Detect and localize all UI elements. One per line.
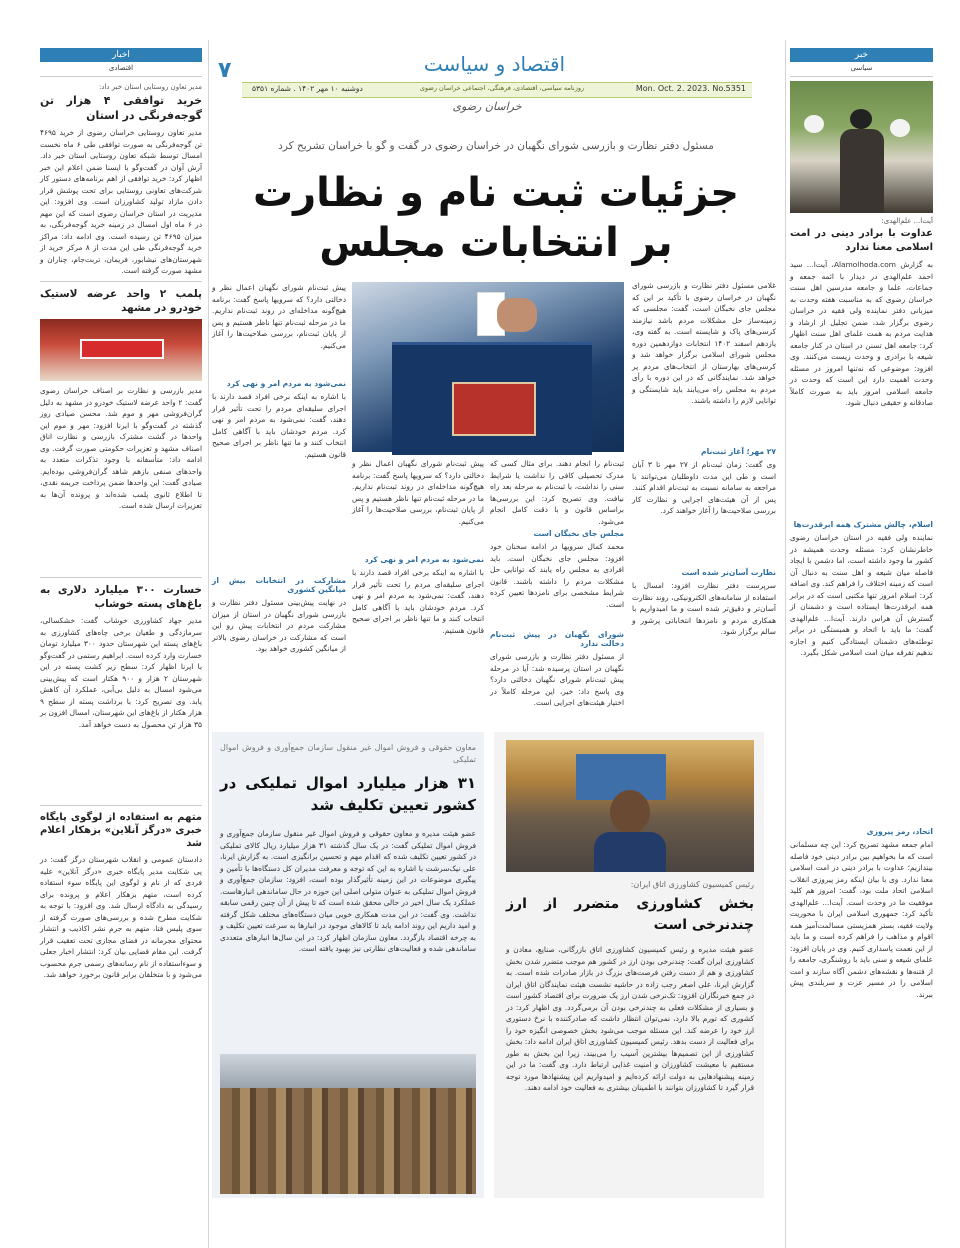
story-body: محمد کمال سرویها در ادامه سخنان خود افزود: مجلس جای نخبگان است. باید افرادی به مجلس راه یابند که توانایی حل مشکلات مردم را داشته باشند. قانون شرایط مشخصی برای نامزدها تعیین کرده است.	[487, 542, 624, 609]
news-item-tires	[37, 281, 202, 571]
news-title: عداوت با برادر دینی در امت اسلامی معنا ندارد	[790, 228, 933, 253]
story-body: در نهایت پیش‌بینی مسئول دفتر نظارت و بازرسی شورای نگهبان در استان از میزان مشارکت مردم در انتخابات پیش رو این است که مشارکت در خراسان رضوی بالاتر از میانگین کشوری خواهد بود.	[209, 598, 346, 653]
news-body: به گزارش Alamolhoda.com، آیت‌ا... سید احمد علم‌الهدی در دیدار با ائمه جمعه و جماعات، علما و جامعه مدرسین اهل سنت خراسان رضوی که به مناسبت هفته وحدت به میزبانی دفتر نماینده ولی فقیه در خراسان رضوی برگزار شد، ضمن تجلیل از ارشاد و هدایت مردم به همت علمای اهل سنت اظهار کرد: جامعه اهل تسنن در استان در کنار جامعه شیعه با برادری و وحدت زیست می‌کنند. وی افزود: موضوعی که نه‌تنها امروز در مسئله وحدت اهمیت دارد این است که وحدت در جامعه اسلامی امروز باید به صورت کاملاً صادقانه و حقیقی دنبال شود.	[787, 260, 933, 407]
main-col-b	[487, 458, 624, 720]
article-title: ۳۱ هزار میلیارد اموال تملیکی در کشور تعیین تکلیف شد	[220, 774, 476, 814]
figure-turban-icon	[804, 115, 824, 133]
news-body: مدیر بازرسی و نظارت بر اصناف خراسان رضوی گفت: ۲ واحد عرضه لاستیک خودرو در مشهد به دلیل گران‌فروشی مهر و موم شد. محسن صیادی روز گذشته در گفت‌وگو با ایرنا افزود: مهر و موم این واحدها در گشت مشترک بازرسی و نظارت اتاق اصناف مشهد و تعزیرات حکومتی صورت گرفت. وی ادامه داد: متأسفانه با وجود تذکرات متعدد به واحدهای صنفی بازهم شاهد گران‌فروشی بوده‌ایم. صیادی گفت: این واحدها ضمن پرداخت جریمه نقدی، تا اطلاع ثانوی پلمب شده‌اند و پرونده آن‌ها به تعزیرات ارسال شده است.	[37, 386, 202, 510]
news-title: خسارت ۳۰۰ میلیارد دلاری به باغ‌های پسته خوشاب	[40, 584, 203, 610]
main-col-d	[209, 282, 347, 720]
main-col-c	[349, 458, 484, 720]
article-body: عضو هیئت مدیره و معاون حقوقی و فروش اموال غیر منقول سازمان جمع‌آوری و فروش اموال تملیکی گفت: در یک سال گذشته ۳۱ هزار میلیارد ریال کالای تملیکی در کشور تعیین تکلیف شده که اقدام مهم و تحسین برانگیزی است. به گزارش ایرنا، علی نیک‌سرشت با اشاره به این که توجه و معرفت مدیران کل دستگاه‌ها با تأمین و پیگیری موضوعات در این زمینه تأثیرگذار بوده است، افزود: سازمان جمع‌آوری و فروش اموال تملیکی به عنوان متولی اصلی این حوزه در حال ساماندهی انبارهاست. عملکرد یک سال اخیر در حالی محقق شده است که تا پیش از آن چنین رقمی سابقه نداشت. وی گفت: در این مدت همکاری خوبی میان دستگاه‌های مختلف شکل گرفته و امید داریم این روند ادامه یابد تا کالاهای موجود در انبارها به سرعت تعیین تکلیف و به چرخه اقتصاد بازگردد. معاون سازمان اظهار کرد: در این سال‌ها انبارهای متعددی ساماندهی شده و فعالیت‌های نظارتی نیز بهبود یافته است.	[217, 829, 477, 953]
speaker-suit-icon	[594, 832, 666, 872]
official-portrait-photo	[506, 740, 754, 872]
news-item-pistachio	[37, 577, 203, 799]
agriculture-article	[494, 732, 764, 1198]
story-body: ثبت‌نام را انجام دهند. برای مثال کسی که مدرک تحصیلی کافی را نداشت یا شرایط سنی را نداشت، با ثبت‌نام به مرحله بعد راه نیافت. وی تصریح کرد: این بررسی‌ها براساس قانون و با دقت کامل انجام می‌شود.	[487, 459, 624, 526]
page-number: ۷	[218, 58, 232, 83]
news-item-dargaz	[37, 805, 202, 1184]
story-body: از مسئول دفتر نظارت و بازرسی شورای نگهبان در استان پرسیده شد: آیا در مرحله پیش ثبت‌نام شورای نگهبان دخالتی دارد؟ وی پاسخ داد: خیر، این مرحله کاملاً در اختیار هیئت‌های اجرایی است.	[487, 652, 624, 707]
voter-hand-icon	[497, 298, 537, 332]
story-subheading: نظارت آسان‌تر شده است	[681, 568, 776, 577]
news-body: نماینده ولی فقیه در استان خراسان رضوی خاطرنشان کرد: مسئله وحدت همیشه در کشور ما وجود داشته است، اما دشمن با ایجاد فاصله میان شیعه و اهل سنت به دنبال آن است که زمینه اختلاف را فراهم کند. وی اضافه کرد: اسلام امروز تنها مکتبی است که در برابر همه ابرقدرت‌ها ایستاده است و دشمنان از گسترش آن هراس دارند. آیت‌ا... علم‌الهدی گفت: ما باید با اتحاد و همبستگی در برابر توطئه‌های دشمنان ایستادگی کنیم و اجازه ندهیم تفرقه میان امت اسلامی شکل بگیرد.	[787, 533, 933, 657]
news-lead: آیت‌ا... علم‌الهدی:	[881, 217, 933, 225]
speaker-head-icon	[610, 790, 650, 834]
date-persian: دوشنبه ۱۰ مهر ۱۴۰۲ . شماره ۵۳۵۱	[252, 84, 363, 93]
story-body: با اشاره به اینکه برخی افراد قصد دارند با اجرای سلیقه‌ای مردم را تحت تأثیر قرار دهند، گفت: نمی‌شود به مردم امر و نهی کرد. مردم خودشان باید با آگاهی کامل انتخاب کنند و ما تنها ناظر بر اجرای صحیح قانون هستیم.	[209, 392, 346, 459]
right-section-kicker: خبر	[790, 48, 933, 62]
story-subheading: نمی‌شود به مردم امر و نهی کرد	[226, 379, 346, 388]
warehouse-photo	[220, 1054, 476, 1194]
news-subheading: اسلام، چالش مشترک همه ابرقدرت‌ها	[793, 520, 933, 529]
figure-turban-icon	[850, 109, 872, 129]
story-body: با اشاره به اینکه برخی افراد قصد دارند با اجرای سلیقه‌ای مردم را تحت تأثیر قرار دهند، گفت: نمی‌شود به مردم امر و نهی کرد. مردم خودشان باید با آگاهی کامل انتخاب کنند و ما تنها ناظر بر اجرای صحیح قانون هستیم.	[349, 568, 484, 635]
right-column	[787, 48, 933, 1248]
section-bar	[242, 82, 752, 98]
news-body: دادستان عمومی و انقلاب شهرستان درگز گفت: در پی شکایت مدیر پایگاه خبری «درگز آنلاین» علیه فردی که از نام و لوگوی این پایگاه سوء استفاده کرده است، متهم بزهکار اعلام و پرونده برای رسیدگی به دادگاه ارسال شد. وی افزود: با توجه به شکایت مطرح شده و بررسی‌های صورت گرفته از سوی پلیس فتا، متهم به جرم نشر اکاذیب و انتشار محتوای مجرمانه در فضای مجازی تحت تعقیب قرار گرفت. این مقام قضایی بیان کرد: انتشار اخبار جعلی و سوءاستفاده از نام رسانه‌های رسمی جرم محسوب می‌شود و با متخلفان برابر قانون برخورد خواهد شد.	[37, 855, 202, 979]
news-title: خرید توافقی ۴ هزار تن گوجه‌فرنگی در استان	[40, 94, 202, 122]
article-title: بخش کشاورزی متضرر از ارز چندنرخی است	[506, 896, 754, 933]
story-body: وی گفت: زمان ثبت‌نام از ۲۷ مهر تا ۳ آبان است و طی این مدت داوطلبان می‌توانند با مراجعه به سامانه نسبت به ثبت‌نام اقدام کنند. پس از آن هیئت‌های اجرایی و نظارت کار بررسی صلاحیت‌ها را آغاز خواهند کرد.	[629, 460, 776, 515]
article-body: عضو هیئت مدیره و رئیس کمیسیون کشاورزی اتاق بازرگانی، صنایع، معادن و کشاورزی ایران گفت: چندنرخی بودن ارز در کشور هم موجب متضرر شدن بخش کشاورزی و هم از دست رفتن فرصت‌های بزرگ در بازار صادرات شده است. به گزارش ایرنا، علی اصغر رجب زاده در حاشیه نشست هیئت نمایندگان اتاق ایران در جمع خبرنگاران افزود: تک‌نرخی شدن ارز یک ضرورت برای اقتصاد کشور است و بسیاری از مشکلات فعلی به چندنرخی بودن آن برمی‌گردد. وی اظهار کرد: در کشوری که تورم بالا دارد، نمی‌توان انتظار داشت که صادرکننده با نرخ دستوری ارز خود را عرضه کند. این مسئله موجب می‌شود بخش خصوصی انگیزه خود را برای فعالیت از دست بدهد. رئیس کمیسیون کشاورزی اتاق ایران ادامه داد: بخش کشاورزی از این تصمیم‌ها بیشترین آسیب را می‌بیند، زیرا این بخش به طور مستقیم با معیشت کشاورزان و امنیت غذایی ارتباط دارد. وی گفت: ما در این زمینه پیشنهادهایی به دولت ارائه کرده‌ایم و امیدواریم این پیشنهادها مورد توجه قرار گیرد تا کشاورزان بتوانند با اطمینان بیشتری به فعالیت خود ادامه دهند.	[503, 945, 755, 1092]
date-english: Mon. Oct. 2. 2023. No.5351	[635, 84, 746, 93]
auction-article	[212, 732, 484, 1198]
main-headline	[226, 168, 766, 268]
article-kicker: رئیس کمیسیون کشاورزی اتاق ایران:	[630, 880, 754, 889]
news-item-tomato	[37, 83, 203, 275]
news-lead: مدیر تعاون روستایی استان خبر داد:	[98, 83, 202, 91]
headline-line-1: جزئیات ثبت نام و نظارت	[252, 170, 740, 216]
warehouse-roof-icon	[220, 1054, 476, 1088]
seal-sign-icon	[80, 339, 164, 359]
news-item-unity	[787, 217, 933, 1169]
story-body: سرپرست دفتر نظارت افزود: امسال با استفاده از سامانه‌های الکترونیکی، روند نظارت آسان‌تر و دقیق‌تر شده است و ما امیدواریم با همکاری مردم و نامزدها انتخاباتی پرشور و سالم برگزار شود.	[629, 581, 776, 636]
sealed-shop-photo	[40, 319, 202, 381]
ballot-box-photo	[352, 282, 624, 452]
tagline: روزنامه سیاسی، اقتصادی، فرهنگی، اجتماعی خراسان رضوی	[419, 84, 585, 92]
story-body: پیش ثبت‌نام شورای نگهبان اعمال نظر و دخالتی دارد؟ که سرویها پاسخ گفت: برنامه هیچ‌گونه مداخله‌ای در روند ثبت‌نام نداریم. ما در مرحله ثبت‌نام تنها ناظر هستیم و پس از پایان ثبت‌نام، بررسی صلاحیت‌ها را آغاز می‌کنیم.	[349, 459, 484, 526]
newspaper-logo: خراسان رضوی	[452, 100, 522, 113]
news-subheading: اتحاد، رمز پیروزی	[866, 827, 933, 836]
main-story-kicker: مسئول دفتر نظارت و بازرسی شورای نگهبان در خراسان رضوی در گفت و گو با خراسان تشریح کرد	[278, 140, 714, 152]
masthead	[212, 50, 780, 120]
ballot-emblem-icon	[452, 382, 536, 436]
story-subheading: شورای نگهبان در پیش ثبت‌نام دخالت ندارد	[490, 630, 624, 648]
right-section-subkicker: سیاسی	[790, 62, 933, 77]
news-body: مدیر جهاد کشاورزی خوشاب گفت: خشکسالی، سرمازدگی و طغیان برخی چاه‌های کشاورزی به باغ‌های پسته این شهرستان حدود ۳۰۰ میلیارد تومان خسارت وارد کرده است. ابراهیم رستمی در گفت‌وگو با ایرنا اظهار کرد: سطح زیر کشت پسته در این شهرستان ۲ هزار و ۹۰۰ هکتار است که پیش‌بینی می‌شود امسال به دلیل بی‌آبی، عملکرد آن کاهش یابد. وی تصریح کرد: با برداشت پسته از سطح ۹ هزار هکتار از باغ‌های این شهرستان، امسال افزون بر ۳۵ هزار تن محصول به دست خواهد آمد.	[37, 616, 202, 729]
left-section-subkicker: اقتصادی	[40, 62, 202, 77]
clerics-photo	[790, 81, 933, 213]
story-subheading: مشارکت در انتخابات بیش از میانگین کشوری	[212, 576, 346, 594]
news-title: پلمب ۲ واحد عرضه لاستیک خودرو در مشهد	[40, 288, 202, 314]
column-rule	[785, 40, 786, 1248]
story-subheading: مجلس جای نخبگان است	[533, 529, 624, 538]
headline-line-2: بر انتخابات مجلس	[319, 220, 673, 266]
news-body: امام جمعه مشهد تصریح کرد: این چه مسلمانی است که ما بخواهیم بین برادر دینی خود فاصله بیندازیم؛ عداوت با برادر دینی در امت اسلامی معنا ندارد. وی با بیان اینکه رمز پیروزی انقلاب اسلامی اتحاد ملت بود، گفت: امروز هم کلید موفقیت ما در وحدت است. آیت‌ا... علم‌الهدی تأکید کرد: جمهوری اسلامی ایران با محوریت ولایت فقیه، بستر همزیستی مسالمت‌آمیز همه اقوام و مذاهب را فراهم کرده است و ما باید از این نعمت پاسداری کنیم. وی در پایان افزود: علمای شیعه و سنی باید با روشنگری، جامعه را از فتنه‌ها و نقشه‌های دشمن آگاه سازند و امت اسلامی را در مسیر عزت و سربلندی پیش ببرند.	[787, 840, 933, 999]
figure-robe-icon	[840, 129, 884, 213]
news-body: مدیر تعاون روستایی خراسان رضوی از خرید ۴۶۹۵ تن گوجه‌فرنگی به صورت توافقی طی ۶ ماه نخست امسال توسط شبکه تعاون روستایی استان خبر داد. آرش آوان در گفت‌وگو با ایسنا ضمن اعلام این خبر اظهار کرد: خرید توافقی از اهم برنامه‌های دستور کار شرکت‌های تعاونی روستایی برای تحت پوشش قرار دادن مازاد تولید کشاورزان است. وی افزود: این مدیریت در استان خراسان رضوی است که این مهم در ۶ ماه اول امسال در زمینه خرید گوجه‌فرنگی، به میزان ۴۶۹۵ تن رسیده است. وی ادامه داد: مراکز خرید گوجه‌فرنگی طی این مدت از ۸ مرکز خرید از شهرستان‌های نیشابور، فریمان، تربت‌جام، چناران و مشهد صورت گرفته است.	[37, 128, 203, 275]
story-subheading: ۲۷ مهر؛ آغاز ثبت‌نام	[701, 447, 776, 456]
left-column	[37, 48, 203, 1248]
figure-turban-icon	[890, 119, 910, 137]
column-rule	[208, 40, 209, 1248]
news-title: متهم به استفاده از لوگوی پایگاه خبری «درگز آنلاین» بزهکار اعلام شد	[40, 812, 202, 849]
story-body: غلامی مسئول دفتر نظارت و بازرسی شورای نگهبان در خراسان رضوی با تأکید بر این که مجلس جای نخبگان است، گفت: مجلسی که زمینه‌ساز حل مشکلات مردم باشد نیازمند کرسی‌های پاک و شایسته است. به گفته وی، یازدهم اسفند ۱۴۰۲ انتخابات دوازدهمین دوره مجلس شورای اسلامی برگزار خواهد شد و کرسی‌های بهارستان از انتخاب‌های مردم پر خواهد شد. نمایندگانی که در این دوره با رأی مردم به مجلس راه می‌یابند باید شایستگی و توانایی لازم را داشته باشند.	[629, 281, 777, 405]
story-subheading: نمی‌شود به مردم امر و نهی کرد	[364, 555, 484, 564]
story-body: پیش ثبت‌نام شورای نگهبان اعمال نظر و دخالتی دارد؟ که سرویها پاسخ گفت: برنامه هیچ‌گونه مداخله‌ای در روند ثبت‌نام نداریم. ما در مرحله ثبت‌نام تنها ناظر هستیم و پس از پایان ثبت‌نام، بررسی صلاحیت‌ها را آغاز می‌کنیم.	[209, 283, 347, 350]
article-kicker: معاون حقوقی و فروش اموال غیر منقول سازمان جمع‌آوری و فروش اموال تملیکی	[220, 743, 476, 764]
section-title: اقتصاد و سیاست	[423, 52, 566, 76]
left-section-kicker: اخبار	[40, 48, 202, 62]
main-col-a	[629, 280, 777, 718]
